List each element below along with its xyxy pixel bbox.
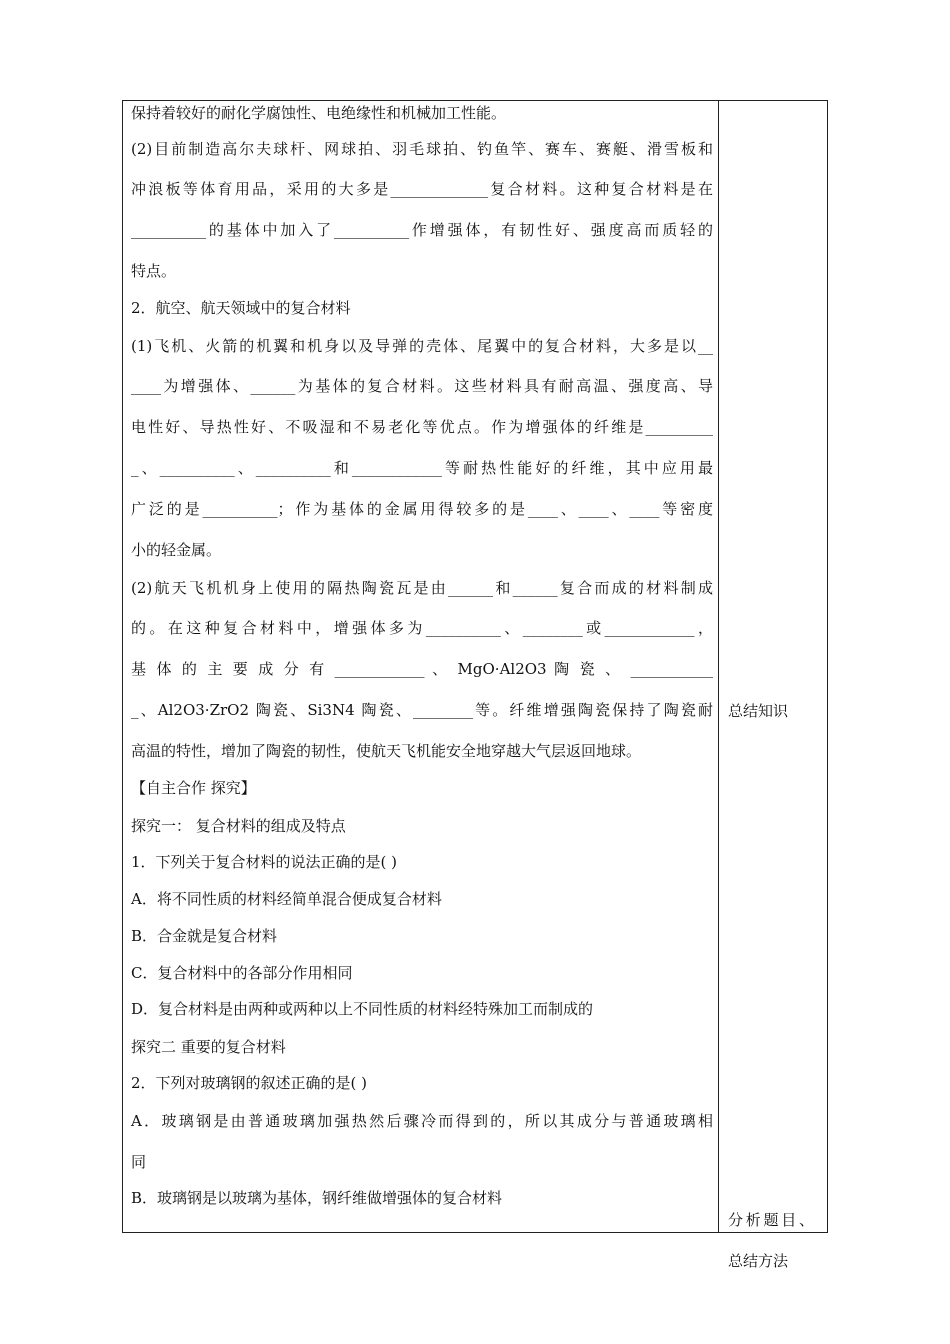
text-line: 探究一： 复合材料的组成及特点 bbox=[131, 817, 346, 835]
text-line: _、__________、__________和____________等耐热性能好的纤维，其中应用最 bbox=[131, 459, 713, 477]
text-line: C．复合材料中的各部分作用相同 bbox=[131, 964, 353, 982]
text-line: __________的基体中加入了__________作增强体，有韧性好、强度高而质轻的 bbox=[131, 221, 713, 239]
text-line: 高温的特性，增加了陶瓷的韧性，使航天飞机能安全地穿越大气层返回地球。 bbox=[131, 742, 642, 760]
text-line: (2)航天飞机机身上使用的隔热陶瓷瓦是由______和______复合而成的材料制成 bbox=[131, 579, 713, 597]
text-line: 保持着较好的耐化学腐蚀性、电绝缘性和机械加工性能。 bbox=[131, 104, 507, 122]
text-line: 广泛的是__________；作为基体的金属用得较多的是____、____、____等密度 bbox=[131, 500, 713, 518]
text-line: A．玻璃钢是由普通玻璃加强热然后骤冷而得到的，所以其成分与普通玻璃相 bbox=[131, 1112, 713, 1130]
text-line: ____为增强体、______为基体的复合材料。这些材料具有耐高温、强度高、导 bbox=[131, 377, 713, 395]
text-line: A．将不同性质的材料经简单混合便成复合材料 bbox=[131, 890, 442, 908]
column-divider bbox=[718, 100, 719, 1233]
text-line: 小的轻金属。 bbox=[131, 541, 222, 559]
text-line: 特点。 bbox=[131, 262, 177, 280]
text-line: B．玻璃钢是以玻璃为基体，钢纤维做增强体的复合材料 bbox=[131, 1189, 503, 1207]
text-line: 同 bbox=[131, 1153, 147, 1171]
side-note: 分析题目、 bbox=[728, 1211, 814, 1229]
text-line: D．复合材料是由两种或两种以上不同性质的材料经特殊加工而制成的 bbox=[131, 1000, 594, 1018]
text-line: 2．航空、航天领域中的复合材料 bbox=[131, 299, 351, 317]
text-line: 电性好、导热性好、不吸湿和不易老化等优点。作为增强体的纤维是_________ bbox=[131, 418, 713, 436]
side-note: 总结方法 bbox=[728, 1252, 789, 1270]
text-line: _、Al2O3·ZrO2 陶瓷、Si3N4 陶瓷、________等。纤维增强陶瓷保持了陶瓷耐 bbox=[131, 701, 713, 719]
text-line: 2．下列对玻璃钢的叙述正确的是( ) bbox=[131, 1074, 368, 1092]
text-line: B．合金就是复合材料 bbox=[131, 927, 278, 945]
text-line: 1．下列关于复合材料的说法正确的是( ) bbox=[131, 853, 398, 871]
text-line: 基 体 的 主 要 成 分 有 ____________ 、 MgO·Al2O3 陶 瓷 、 ___________ bbox=[131, 660, 713, 678]
text-line: 的。在这种复合材料中，增强体多为__________、________或____________， bbox=[131, 619, 713, 637]
text-line: 【自主合作 探究】 bbox=[131, 779, 256, 797]
text-line: 探究二 重要的复合材料 bbox=[131, 1038, 286, 1056]
text-line: 冲浪板等体育用品，采用的大多是_____________复合材料。这种复合材料是在 bbox=[131, 180, 713, 198]
side-note: 总结知识 bbox=[728, 702, 789, 720]
text-line: (1)飞机、火箭的机翼和机身以及导弹的壳体、尾翼中的复合材料，大多是以__ bbox=[131, 337, 713, 355]
text-line: (2)目前制造高尔夫球杆、网球拍、羽毛球拍、钓鱼竿、赛车、赛艇、滑雪板和 bbox=[131, 140, 713, 158]
